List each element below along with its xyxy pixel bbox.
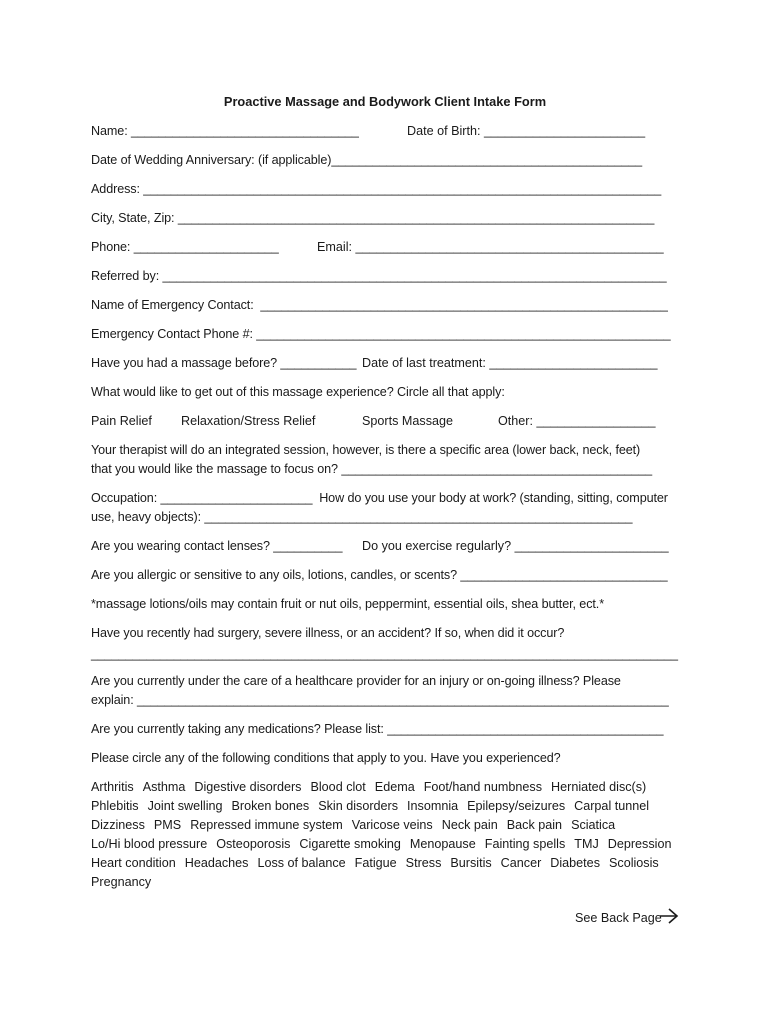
contact-lenses-field[interactable]: Are you wearing contact lenses? __________ [91,539,343,553]
see-back-page-label: See Back Page [575,911,662,925]
conditions-row-3 [91,818,624,833]
conditions-row-4 [91,837,680,852]
allergies-field[interactable]: Are you allergic or sensitive to any oils, lotions, candles, or scents? ______________________________ [91,568,668,582]
condition-item[interactable]: Diabetes [550,856,600,870]
condition-item[interactable]: Lo/Hi blood pressure [91,837,208,851]
condition-item[interactable]: Back pain [506,818,563,832]
condition-item[interactable]: TMJ [574,837,599,851]
healthcare-field[interactable]: explain: _____________________________________________________________________________ [91,693,669,707]
conditions-question: Please circle any of the following conditions that apply to you. Have you experienced? [91,751,561,765]
condition-item[interactable]: PMS [153,818,182,832]
condition-item[interactable]: Pregnancy [91,875,152,889]
condition-item[interactable]: Joint swelling [147,799,223,813]
condition-item[interactable]: Blood clot [310,780,366,794]
focus-field[interactable]: that you would like the massage to focus on? _____________________________________________ [91,462,653,476]
condition-item[interactable]: Heart condition [91,856,176,870]
medications-field[interactable]: Are you currently taking any medications? Please list: ________________________________________ [91,722,664,736]
right-arrow-icon [658,906,680,926]
condition-item[interactable]: Phlebitis [91,799,139,813]
emergency-contact-phone-field[interactable]: Emergency Contact Phone #: ____________________________________________________________ [91,327,671,341]
option-sports-massage[interactable]: Sports Massage [362,414,453,428]
option-relaxation[interactable]: Relaxation/Stress Relief [181,414,316,428]
condition-item[interactable]: Osteoporosis [216,837,291,851]
condition-item[interactable]: Headaches [184,856,249,870]
last-treatment-field[interactable]: Date of last treatment: ________________________ [362,356,658,370]
name-field[interactable]: Name: _________________________________ [91,124,359,138]
focus-question: Your therapist will do an integrated session, however, is there a specific area (lower back, neck, feet) [91,443,641,457]
condition-item[interactable]: Bursitis [450,856,492,870]
oils-note: *massage lotions/oils may contain fruit or nut oils, peppermint, essential oils, shea butter, ect.* [91,597,605,611]
option-pain-relief[interactable]: Pain Relief [91,414,152,428]
conditions-row-6 [91,875,160,890]
emergency-contact-name-field[interactable]: Name of Emergency Contact: ___________________________________________________________ [91,298,668,312]
option-other-field[interactable]: Other: _________________ [498,414,656,428]
dob-field[interactable]: Date of Birth: _______________________ [407,124,646,138]
condition-item[interactable]: Edema [374,780,415,794]
condition-item[interactable]: Broken bones [231,799,310,813]
condition-item[interactable]: Arthritis [91,780,134,794]
condition-item[interactable]: Insomnia [407,799,459,813]
referred-by-field[interactable]: Referred by: _________________________________________________________________________ [91,269,667,283]
condition-item[interactable]: Herniated disc(s) [551,780,647,794]
city-state-zip-field[interactable]: City, State, Zip: _____________________________________________________________________ [91,211,655,225]
condition-item[interactable]: Cancer [500,856,542,870]
condition-item[interactable]: Digestive disorders [194,780,302,794]
condition-item[interactable]: Repressed immune system [190,818,343,832]
condition-item[interactable]: Loss of balance [257,856,346,870]
massage-before-field[interactable]: Have you had a massage before? ___________ [91,356,357,370]
condition-item[interactable]: Foot/hand numbness [423,780,543,794]
wedding-anniversary-field[interactable]: Date of Wedding Anniversary: (if applicable)_____________________________________________ [91,153,643,167]
conditions-row-5 [91,856,668,871]
phone-field[interactable]: Phone: _____________________ [91,240,279,254]
form-title: Proactive Massage and Bodywork Client Intake Form [223,94,547,109]
condition-item[interactable]: Fatigue [354,856,397,870]
condition-item[interactable]: Varicose veins [351,818,433,832]
body-use-field[interactable]: use, heavy objects): ______________________________________________________________ [91,510,633,524]
email-field[interactable]: Email: ____________________________________________ [317,240,664,254]
address-field[interactable]: Address: ___________________________________________________________________________ [91,182,662,196]
condition-item[interactable]: Neck pain [441,818,498,832]
healthcare-question: Are you currently under the care of a healthcare provider for an injury or on-going illness? Please [91,674,621,688]
condition-item[interactable]: Menopause [409,837,476,851]
conditions-row-1 [91,780,655,795]
condition-item[interactable]: Cigarette smoking [299,837,401,851]
condition-item[interactable]: Carpal tunnel [574,799,650,813]
condition-item[interactable]: Depression [607,837,672,851]
goal-question: What would like to get out of this massage experience? Circle all that apply: [91,385,505,399]
occupation-field[interactable]: Occupation: ______________________ How do you use your body at work? (standing, sitting, computer [91,491,668,505]
condition-item[interactable]: Fainting spells [484,837,566,851]
exercise-field[interactable]: Do you exercise regularly? ______________________ [362,539,669,553]
condition-item[interactable]: Sciatica [571,818,616,832]
condition-item[interactable]: Dizziness [91,818,145,832]
surgery-question: Have you recently had surgery, severe illness, or an accident? If so, when did it occur? [91,626,565,640]
surgery-field[interactable]: _____________________________________________________________________________________ [91,647,678,661]
condition-item[interactable]: Scoliosis [609,856,659,870]
condition-item[interactable]: Epilepsy/seizures [467,799,566,813]
condition-item[interactable]: Stress [405,856,442,870]
condition-item[interactable]: Asthma [142,780,186,794]
condition-item[interactable]: Skin disorders [318,799,399,813]
conditions-row-2 [91,799,658,814]
